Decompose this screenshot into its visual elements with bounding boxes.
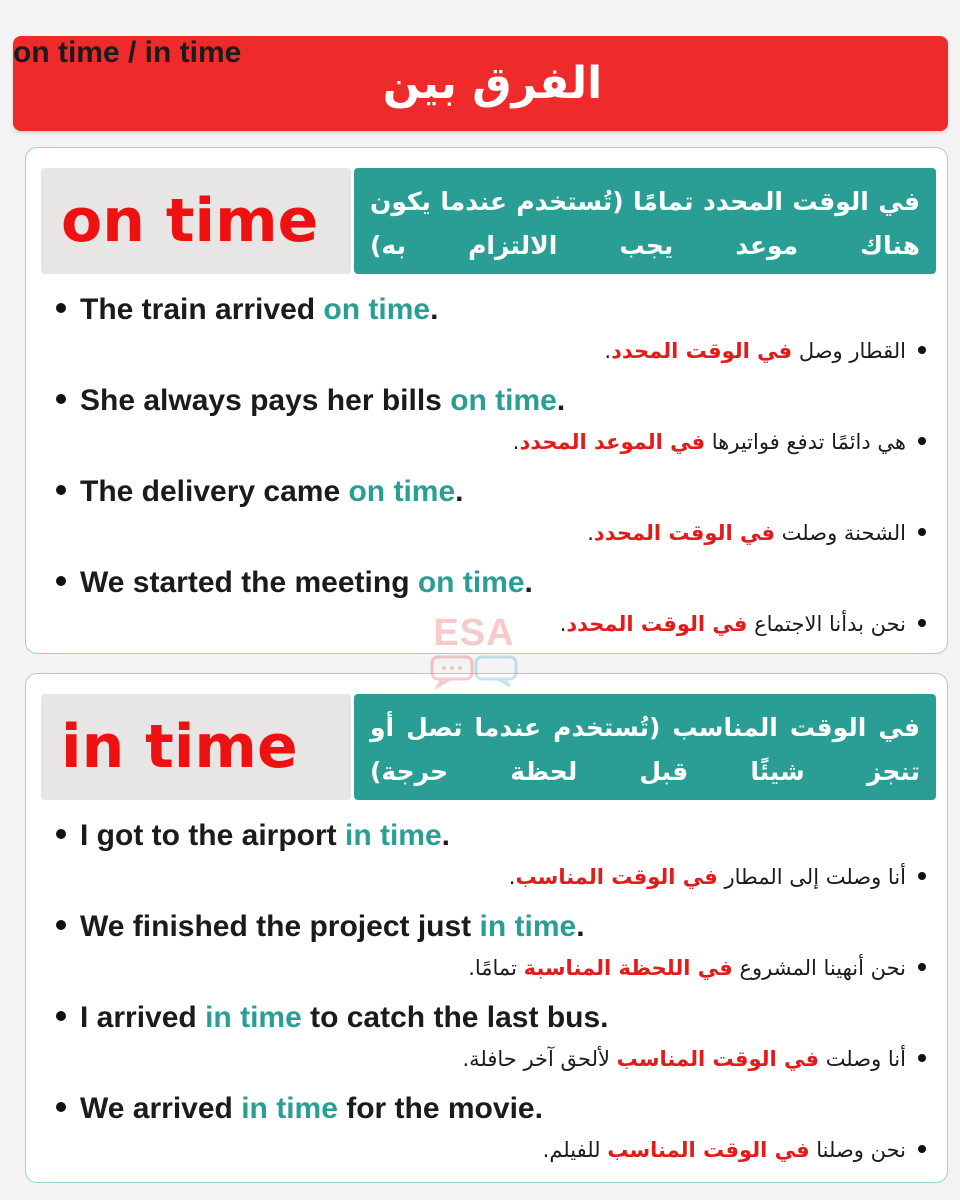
bullet-icon (918, 437, 926, 445)
examples-list (56, 819, 926, 1183)
watermark-text: ESA (433, 612, 515, 654)
arabic-translation (587, 521, 926, 545)
translation-text: تمامًا. (468, 956, 524, 980)
english-sentence (56, 384, 565, 418)
arabic-translation (543, 1138, 926, 1162)
sentence-text: We arrived (80, 1092, 242, 1125)
example-item (56, 475, 926, 566)
bullet-icon (918, 346, 926, 354)
highlighted-phrase: on time (450, 384, 557, 417)
bullet-icon (918, 528, 926, 536)
arabic-translation (468, 956, 926, 980)
bullet-icon (918, 1145, 926, 1153)
sentence-text: She always pays her bills (80, 384, 451, 417)
sentence-text: for the movie. (337, 1092, 543, 1125)
translation-text: للفيلم. (542, 1138, 608, 1162)
translation-text: . (559, 612, 567, 636)
example-item (56, 1092, 926, 1183)
sentence-text: I got to the airport (80, 819, 345, 852)
translation-text: أنا وصلت (819, 1047, 906, 1071)
term-label: in time (41, 694, 351, 800)
bullet-icon (918, 963, 926, 971)
highlighted-phrase: on time (348, 475, 456, 508)
bullet-icon (918, 872, 926, 880)
arabic-translation (513, 430, 926, 454)
translation-text: . (604, 339, 612, 363)
highlighted-phrase: on time (323, 293, 431, 326)
highlighted-phrase: in time (205, 1001, 302, 1034)
english-sentence (56, 1001, 609, 1035)
sentence-text: We finished the project just (80, 910, 480, 943)
sentence-text: to catch the last bus. (301, 1001, 609, 1034)
sentence-text: . (556, 384, 566, 417)
highlighted-translation: في الوقت المحدد (566, 612, 748, 636)
example-item (56, 384, 926, 475)
translation-text: نحن بدأنا الاجتماع (747, 612, 906, 636)
title-banner (13, 36, 948, 131)
translation-text: نحن وصلنا (809, 1138, 906, 1162)
highlighted-phrase: in time (344, 819, 442, 852)
term-label: on time (41, 168, 351, 274)
sentence-text: We started the meeting (80, 566, 418, 599)
bullet-icon (56, 1011, 66, 1021)
highlighted-phrase: in time (479, 910, 577, 943)
bullet-icon (56, 485, 66, 495)
highlighted-translation: في الوقت المناسب (515, 865, 718, 889)
bullet-icon (56, 829, 66, 839)
sentence-text: . (576, 910, 585, 943)
translation-text: . (587, 521, 594, 545)
arabic-translation (560, 612, 926, 636)
examples-list (56, 293, 926, 657)
sentence-text: . (430, 293, 439, 326)
sentence-text: The train arrived (80, 293, 324, 326)
sentence-text: . (524, 566, 533, 599)
bullet-icon (918, 1054, 926, 1062)
title-english: on time / in time (13, 36, 242, 69)
bullet-icon (56, 920, 66, 930)
term-definition: في الوقت المحدد تمامًا (تُستخدم عندما يكون هناك موعد يجب الالتزام به) (354, 168, 936, 274)
example-item (56, 819, 926, 910)
sentence-text: The delivery came (80, 475, 349, 508)
section-in-time (25, 673, 948, 1183)
english-sentence (56, 819, 450, 853)
english-sentence (56, 566, 533, 600)
sentence-text: . (441, 819, 451, 852)
highlighted-translation: في الوقت المحدد (593, 521, 775, 545)
bullet-icon (56, 394, 66, 404)
translation-text: . (512, 430, 520, 454)
highlighted-phrase: on time (417, 566, 525, 599)
translation-text: نحن أنهينا المشروع (732, 956, 906, 980)
arabic-translation (509, 865, 926, 889)
translation-text: القطار وصل (792, 339, 906, 363)
highlighted-translation: في الوقت المناسب (616, 1047, 820, 1071)
english-sentence (56, 475, 464, 509)
highlighted-translation: في الوقت المحدد (611, 339, 793, 363)
arabic-translation (462, 1047, 926, 1071)
translation-text: لألحق آخر حافلة. (462, 1047, 617, 1071)
section-on-time (25, 147, 948, 654)
bullet-icon (918, 619, 926, 627)
example-item (56, 910, 926, 1001)
translation-text: . (508, 865, 516, 889)
english-sentence (56, 1092, 543, 1126)
highlighted-translation: في اللحظة المناسبة (523, 956, 733, 980)
translation-text: هي دائمًا تدفع فواتيرها (705, 430, 906, 454)
highlighted-translation: في الوقت المناسب (607, 1138, 810, 1162)
english-sentence (56, 910, 585, 944)
example-item (56, 566, 926, 657)
english-sentence (56, 293, 438, 327)
sentence-text: . (455, 475, 464, 508)
highlighted-translation: في الموعد المحدد (519, 430, 706, 454)
sentence-text: I arrived (80, 1001, 206, 1034)
example-item (56, 293, 926, 384)
example-item (56, 1001, 926, 1092)
translation-text: أنا وصلت إلى المطار (717, 865, 906, 889)
translation-text: الشحنة وصلت (774, 521, 906, 545)
term-definition: في الوقت المناسب (تُستخدم عندما تصل أو تنجز شيئًا قبل لحظة حرجة) (354, 694, 936, 800)
bullet-icon (56, 303, 66, 313)
title-arabic: الفرق بين (382, 58, 603, 109)
bullet-icon (56, 576, 66, 586)
arabic-translation (604, 339, 926, 363)
bullet-icon (56, 1102, 66, 1112)
highlighted-phrase: in time (241, 1092, 338, 1125)
